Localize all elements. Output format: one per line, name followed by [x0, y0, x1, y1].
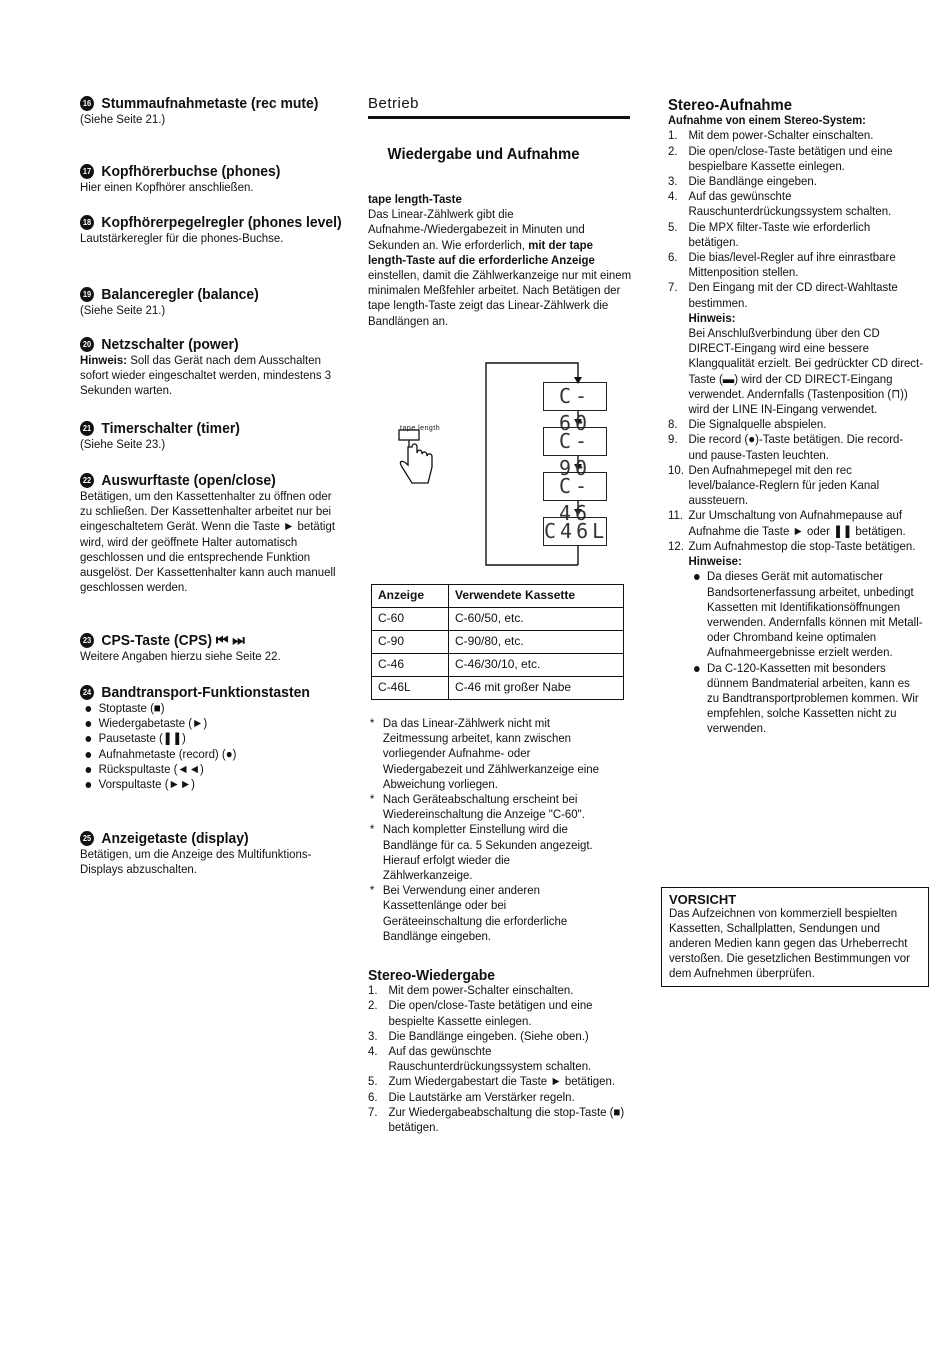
caution-text: Das Aufzeichnen von kommerziell bespielten Kassetten, Schallplatten, Sendungen und anderen Medien kann gegen das Urheberrecht verstoßen. Die gesetzlichen Bestimmungen vor dem Aufnehmen überprüfen. [669, 908, 910, 980]
number-badge-20: 20 [80, 337, 94, 352]
heading-open-close: Auswurftaste (open/close) [101, 472, 276, 489]
section-rec-mute [80, 95, 343, 127]
column-header: Verwendete Kassette [449, 585, 624, 608]
number-badge-24: 24 [80, 685, 94, 700]
hint-label-power: Hinweis: [80, 353, 128, 367]
column-header: Anzeige [372, 585, 449, 608]
text-rec-mute: (Siehe Seite 21.) [80, 112, 166, 126]
heading-phones: Kopfhörerbuchse (phones) [101, 163, 281, 180]
table-row [372, 631, 624, 654]
caution-title: VORSICHT [669, 892, 737, 907]
list-item: 7. Zur Wiedergabeabschaltung die stop-Taste (■) betätigen. [368, 1104, 625, 1135]
list-item: 10. Den Aufnahmepegel mit den rec level/balance-Reglern für jeden Kanal aussteuern. [668, 462, 880, 508]
text-tape-length [368, 207, 631, 329]
display-c90: C-90 [543, 427, 607, 456]
table-row [372, 608, 624, 631]
tape-length-diagram [368, 355, 630, 575]
list-item: 8. Die Signalquelle abspielen. [668, 417, 827, 432]
text-phones: Hier einen Kopfhörer anschließen. [80, 180, 254, 194]
list-item: Wiedergabetaste (►) [99, 716, 344, 731]
list-item: Rückspultaste (◄◄) [99, 762, 344, 777]
heading-stereo-recording: Stereo-Aufnahme [668, 97, 793, 114]
table-cell: C-60 [372, 608, 449, 631]
heading-stereo-playback: Stereo-Wiedergabe [368, 967, 496, 984]
playback-steps [368, 983, 631, 1135]
number-badge-16: 16 [80, 96, 94, 111]
heading-phones-level: Kopfhörerpegelregler (phones level) [101, 214, 342, 231]
list-item: Da dieses Gerät mit automatischer Bandsortenerfassung arbeitet, unbedingt Kassetten mit Identifikationsöffnungen verwenden. Andernfalls können mit Metall- oder Chromband keine optimalen Aufnahmeergebnisse erzielt werden. [707, 569, 923, 660]
recording-steps-a [668, 128, 923, 417]
table-row [372, 677, 624, 700]
note-item: * Nach Geräteabschaltung erscheint bei Wiedereinschaltung die Anzeige "C-60". [368, 792, 602, 822]
list-item: 2. Die open/close-Taste betätigen und eine bespielbare Kassette einlegen. [668, 143, 893, 173]
page-header: Betrieb [368, 95, 420, 112]
list-item: 3. Die Bandlänge eingeben. (Siehe oben.) [368, 1028, 589, 1043]
number-badge-22: 22 [80, 473, 94, 488]
text-phones-level: Lautstärkeregler für die phones-Buchse. [80, 231, 284, 245]
hand-pointer-icon [399, 430, 432, 483]
section-timer [80, 420, 343, 452]
hints-label: Hinweise: [688, 554, 742, 569]
table-cell: C-46/30/10, etc. [449, 654, 624, 677]
list-item: Aufnahmetaste (record) (●) [99, 747, 344, 762]
hint-text-cd: Bei Anschlußverbindung über den CD DIRECT-Eingang wird eine bessere Klangqualität erzielt. Bei gedrückter CD direct-Taste (▬) wird der CD DIRECT-Eingang verwendet. Andernfalls (Tastenposition (⊓)) wird der LINE IN-Eingang verwendet. [688, 326, 924, 417]
header-rule [368, 116, 630, 119]
heading-rec-mute: Stummaufnahmetaste (rec mute) [101, 95, 319, 112]
list-item: 12. Zum Aufnahmestop die stop-Taste betätigen. Hinweise: Da dieses Gerät mit automatischer Bandsortenerfassung arbeitet, unbedingt Kassetten mit Identifikationsöffnungen verwenden. Andernfalls können mit Metall- oder Chromband keine optimalen Aufnahmeergebnisse erzielt werden. Da C-120-Kassetten mit besonders dünnem Bandmaterial arbeiten, kann es zu Bandtransportproblemen kommen. Wir empfehlen, solche Kassetten nicht zu verwenden. [668, 538, 923, 736]
table-cell: C-90 [372, 631, 449, 654]
text-cps: Weitere Angaben hierzu siehe Seite 22. [80, 649, 281, 663]
note-item: * Da das Linear-Zählwerk nicht mit Zeitmessung arbeitet, kann zwischen vorliegender Aufnahme- oder Wiedergabezeit und Zählwerkanzeige eine Abweichung vorliegen. [368, 716, 602, 792]
text-timer: (Siehe Seite 23.) [80, 437, 166, 451]
heading-tape-length: tape length-Taste [368, 192, 462, 206]
text-power [80, 353, 343, 399]
hints-list [688, 569, 923, 736]
step-7-text: Den Eingang mit der CD direct-Wahltaste bestimmen. [688, 280, 898, 310]
list-item: 4. Auf das gewünschte Rauschunterdrückungssystem schalten. [668, 189, 892, 219]
display-c46l: C46L [543, 517, 607, 546]
section-balance [80, 286, 343, 318]
step-12-text: Zum Aufnahmestop die stop-Taste betätigen. [688, 538, 916, 553]
number-badge-25: 25 [80, 831, 94, 846]
section-stereo-recording [668, 98, 923, 737]
heading-balance: Balanceregler (balance) [101, 286, 259, 303]
text-balance: (Siehe Seite 21.) [80, 303, 166, 317]
hint-label-cd: Hinweis: [688, 310, 736, 325]
tape-text-1: Das Linear-Zählwerk gibt die Aufnahme-/Wiedergabezeit in Minuten und Sekunden an. Wie erforderlich, [368, 207, 585, 252]
list-item: 1. Mit dem power-Schalter einschalten. [668, 128, 874, 143]
heading-cps: CPS-Taste (CPS) ⏮ ⏭ [101, 632, 245, 649]
table-row [372, 654, 624, 677]
table-cell: C-46L [372, 677, 449, 700]
cassette-table [371, 584, 624, 700]
list-item: 6. Die bias/level-Regler auf ihre einrastbare Mittenposition stellen. [668, 250, 896, 280]
hint-text-power: Soll das Gerät nach dem Ausschalten sofort wieder eingeschaltet werden, mindestens 3 Sekunden warten. [80, 353, 332, 398]
heading-timer: Timerschalter (timer) [101, 420, 240, 437]
number-badge-19: 19 [80, 287, 94, 302]
tape-text-bold: mit der tape length-Taste auf die erforderliche Anzeige [368, 237, 595, 267]
table-cell: C-46 mit großer Nabe [449, 677, 624, 700]
heading-display: Anzeigetaste (display) [101, 830, 249, 847]
list-item: 7. Den Eingang mit der CD direct-Wahltaste bestimmen. Hinweis: Bei Anschlußverbindung über den CD DIRECT-Eingang wird eine bessere Klangqualität erzielt. Bei gedrückter CD direct-Taste (▬) wird der CD DIRECT-Eingang verwendet. Andernfalls (Tastenposition (⊓)) wird der LINE IN-Eingang verwendet. [668, 280, 924, 417]
table-cell: C-90/80, etc. [449, 631, 624, 654]
list-item: 9. Die record (●)-Taste betätigen. Die record- und pause-Tasten leuchten. [668, 432, 904, 462]
text-open-close: Betätigen, um den Kassettenhalter zu öffnen oder zu schließen. Der Kassettenhalter arbeitet nur bei eingeschaltetem Gerät. Wenn die Taste ► betätigt wird, wird der geöffnete Halter automatisch geschlossen und die entsprechende Funktion ausgelöst. Der Kassettenhalter kann auch manuell geschlossen werden. [80, 489, 336, 595]
heading-transport-keys: Bandtransport-Funktionstasten [101, 684, 310, 701]
number-badge-21: 21 [80, 421, 94, 436]
table-cell: C-46 [372, 654, 449, 677]
section-phones [80, 163, 343, 195]
number-badge-17: 17 [80, 164, 94, 179]
number-badge-23: 23 [80, 633, 94, 648]
section-display [80, 830, 343, 877]
recording-steps-b [668, 417, 923, 736]
heading-power: Netzschalter (power) [101, 336, 239, 353]
note-item: * Bei Verwendung einer anderen Kassettenlänge oder bei Geräteeinschaltung die erforderliche Bandlänge eingeben. [368, 883, 602, 944]
list-item: 1. Mit dem power-Schalter einschalten. [368, 983, 574, 998]
section-cps [80, 632, 343, 664]
list-item: Da C-120-Kassetten mit besonders dünnem Bandmaterial arbeiten, kann es zu Bandtransportproblemen kommen. Wir empfehlen, solche Kassetten nicht zu verwenden. [707, 661, 923, 737]
list-item: 3. Die Bandlänge eingeben. [668, 174, 817, 189]
text-display: Betätigen, um die Anzeige des Multifunktions-Displays abzuschalten. [80, 847, 312, 877]
display-c60: C-60 [543, 382, 607, 411]
section-title: Wiedergabe und Aufnahme [387, 146, 580, 163]
notes-list [368, 716, 602, 944]
list-item: 5. Zum Wiedergabestart die Taste ► betätigen. [368, 1074, 616, 1089]
list-item: Vorspultaste (►►) [99, 777, 344, 792]
section-transport-keys [80, 684, 343, 792]
list-item: Pausetaste (❚❚) [99, 731, 344, 746]
table-header-row [372, 585, 624, 608]
section-phones-level [80, 214, 343, 246]
list-item: Stoptaste (■) [99, 701, 344, 716]
note-item: * Nach kompletter Einstellung wird die Bandlänge für ca. 5 Sekunden angezeigt. Hierauf erfolgt wieder die Zählwerkanzeige. [368, 822, 602, 883]
display-c46: C-46 [543, 472, 607, 501]
caution-box [661, 887, 929, 987]
section-power [80, 336, 343, 399]
tape-length-button-label: tape length [400, 425, 441, 432]
list-item: 4. Auf das gewünschte Rauschunterdrückungssystem schalten. [368, 1044, 592, 1074]
table-cell: C-60/50, etc. [449, 608, 624, 631]
transport-key-list [80, 701, 343, 792]
list-item: 2. Die open/close-Taste betätigen und eine bespielte Kassette einlegen. [368, 998, 593, 1028]
list-item: 6. Die Lautstärke am Verstärker regeln. [368, 1089, 575, 1104]
list-item: 5. Die MPX filter-Taste wie erforderlich betätigen. [668, 219, 871, 249]
section-tape-length [368, 192, 631, 329]
number-badge-18: 18 [80, 215, 94, 230]
section-stereo-playback [368, 968, 631, 1135]
section-open-close [80, 472, 343, 595]
list-item: 11. Zur Umschaltung von Aufnahmepause auf Aufnahme die Taste ► oder ❚❚ betätigen. [668, 508, 906, 538]
tape-text-2: einstellen, damit die Zählwerkanzeige nur mit einem minimalen Meßfehler arbeitet. Nach Betätigen der tape length-Taste zeigt das Linear-Zählwerk die Bandlängen an. [368, 268, 632, 328]
subheading-stereo-system: Aufnahme von einem Stereo-System: [668, 113, 866, 128]
